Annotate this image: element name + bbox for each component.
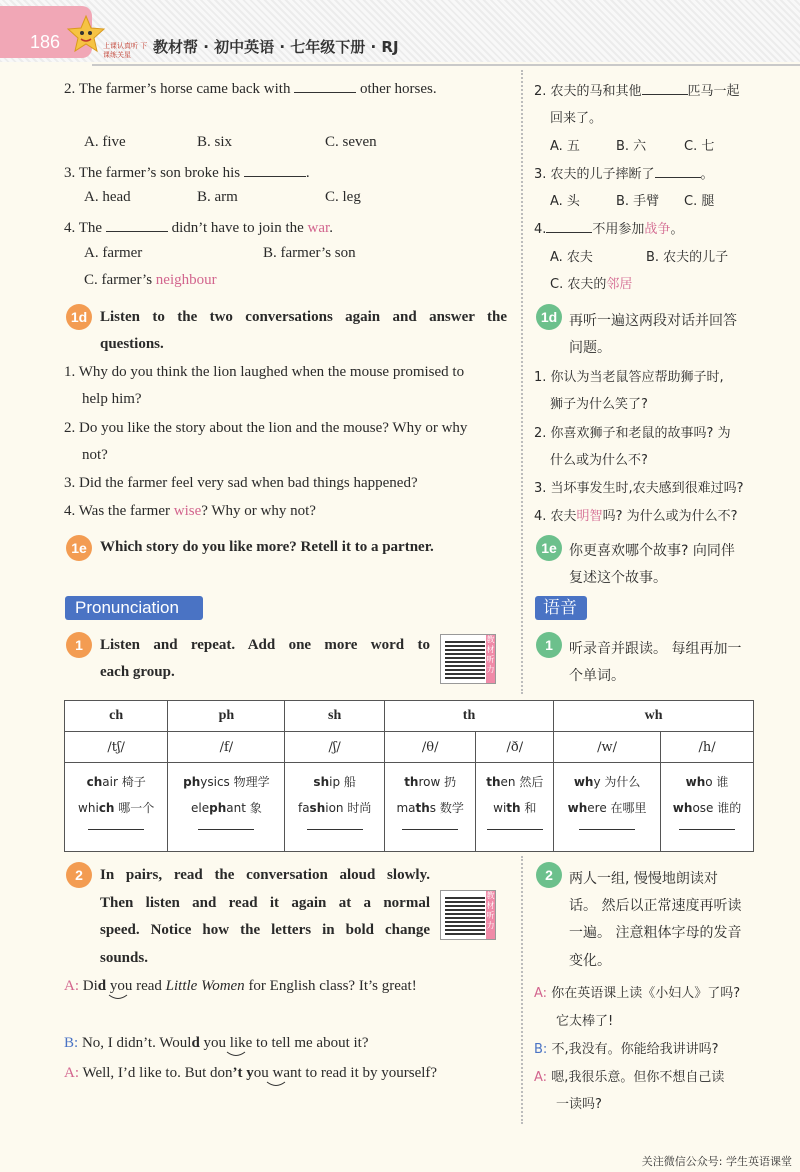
linking-mark-icon [108,994,128,1002]
word-cell [384,763,476,852]
pronunciation-heading: Pronunciation [65,596,203,620]
qr-code-icon [445,639,485,679]
zh-section-2-line3: 一遍。 注意粗体字母的发音 [569,925,742,941]
example-word: then 然后 [486,775,544,789]
ipa-cell: /ð/ [476,732,554,763]
answer-blank[interactable] [579,827,635,830]
dialog-line-a1: A: Did you read Little Women for English class? It’s great! [64,978,417,994]
zh-pronunciation-heading: 语音 [535,596,587,620]
question-3: 3. The farmer’s son broke his . [64,162,310,182]
zh-section-2-line2: 话。 然后以正常速度再听读 [569,898,742,914]
column-divider [521,856,523,1124]
answer-blank[interactable] [88,827,144,830]
ipa-cell: /h/ [661,732,754,763]
word-cell [168,763,285,852]
question-4: 4. The didn’t have to join the war. [64,217,333,237]
answer-blank[interactable] [402,827,458,830]
phonics-table [64,700,754,852]
example-word: why 为什么 [573,775,641,789]
word-cell [65,763,168,852]
s1d-item-3: 3. Did the farmer feel very sad when bad things happened? [64,475,418,491]
zh-s1d-item-4: 4. 农夫明智吗? 为什么或为什么不? [534,509,738,524]
zh-s1d-item-1: 1. 你认为当老鼠答应帮助狮子时, [534,370,724,385]
linking-mark-icon [226,1051,246,1059]
zh-q2-option-b: B. 六 [616,139,647,154]
zh-section-1-line2: 个单词。 [569,668,625,684]
linking-mark-icon [266,1081,286,1089]
table-header: ch [65,701,168,732]
section-1-instruction-line2: each group. [100,664,175,680]
example-word: elephant 象 [191,801,262,815]
badge-1e: 1e [66,535,92,561]
section-2-line2: Then listen and read it again at a normal [100,895,430,911]
example-word: ship 船 [313,775,356,789]
book-title: 教材帮 · 初中英语 · 七年级下册 · RJ [153,38,399,56]
zh-section-1-line1: 听录音并跟读。 每组再加一 [569,641,742,657]
zh-question-2: 2. 农夫的马和其他 匹马一起 [534,80,740,99]
footer-note: 关注微信公众号: 学生英语课堂 [641,1155,792,1168]
example-word: fashion 时尚 [297,801,372,815]
word-cell [285,763,385,852]
section-1-instruction-line1: Listen and repeat. Add one more word to [100,637,430,653]
s1d-item-2-cont: not? [82,447,108,463]
table-header-row [65,701,754,732]
example-word: chair 椅子 [86,775,146,789]
word-cell [661,763,754,852]
table-header: wh [554,701,754,732]
answer-blank[interactable] [198,827,254,830]
zh-q2-cont: 回来了。 [550,111,603,126]
s1d-item-1-cont: help him? [82,391,142,407]
answer-blank[interactable] [487,827,543,830]
example-word: who 谁 [685,775,729,789]
zh-section-1d-line2: 问题。 [569,340,611,356]
zh-dialog-b1: B: 不,我没有。你能给我讲讲吗? [534,1042,719,1057]
ipa-cell: /tʃ/ [65,732,168,763]
s1d-item-2: 2. Do you like the story about the lion and the mouse? Why or why [64,420,468,436]
zh-q4-option-b: B. 农夫的儿子 [646,250,729,265]
zh-q3-option-b: B. 手臂 [616,194,660,209]
zh-q3-option-c: C. 腿 [684,194,715,209]
word-cell [476,763,554,852]
qr-code-listening[interactable] [440,890,496,940]
zh-s1d-item-1-cont: 狮子为什么笑了? [550,397,648,412]
zh-s1d-item-2: 2. 你喜欢狮子和老鼠的故事吗? 为 [534,426,731,441]
section-2-line3: speed. Notice how the letters in bold change [100,922,430,938]
badge-1d: 1d [66,304,92,330]
zh-q4-option-a: A. 农夫 [550,250,593,265]
zh-question-3: 3. 农夫的儿子摔断了 。 [534,163,714,182]
example-word: whose 谁的 [672,801,742,815]
page-header [0,0,800,66]
zh-dialog-a1: A: 你在英语课上读《小妇人》了吗? [534,986,741,1001]
q2-option-c: C. seven [325,134,377,150]
zh-section-1e-line2: 复述这个故事。 [569,570,667,586]
zh-s1d-item-2-cont: 什么或为什么不? [550,453,648,468]
zh-question-4: 4. 不用参加战争。 [534,218,683,237]
zh-section-2-line4: 变化。 [569,953,611,969]
zh-badge-1e: 1e [536,535,562,561]
qr-tag: 教材听力 [486,891,495,939]
badge-1: 1 [66,632,92,658]
zh-dialog-a2: A: 嗯,我很乐意。但你不想自己读 [534,1070,725,1085]
s1d-item-1: 1. Why do you think the lion laughed when the mouse promised to [64,364,465,380]
zh-s1d-item-3: 3. 当坏事发生时,农夫感到很难过吗? [534,481,744,496]
ipa-cell: /ʃ/ [285,732,385,763]
header-slogan: 上课认真听 下课练关星 [103,42,148,59]
example-word: physics 物理学 [183,775,270,789]
section-1e-instruction: Which story do you like more? Retell it to a partner. [100,539,434,555]
qr-code-listening[interactable] [440,634,496,684]
dialog-line-a2: A: Well, I’d like to. But don’t you want to read it by yourself? [64,1065,438,1081]
qr-code-icon [445,895,485,935]
example-word: throw 扔 [404,775,457,789]
zh-section-2-line1: 两人一组, 慢慢地朗读对 [569,871,718,887]
q4-option-a: A. farmer [84,245,143,261]
zh-badge-1d: 1d [536,304,562,330]
zh-dialog-a1-cont: 它太棒了! [556,1014,614,1029]
zh-q4-option-c: C. 农夫的邻居 [550,277,633,292]
zh-q2-option-a: A. 五 [550,139,580,154]
table-ipa-row [65,732,754,763]
section-2-line4: sounds. [100,950,148,966]
table-header: th [384,701,553,732]
section-2-line1: In pairs, read the conversation aloud slowly. [100,867,430,883]
q2-option-b: B. six [197,134,233,150]
answer-blank [294,78,356,93]
header-rule [92,64,800,66]
zh-section-1d-line1: 再听一遍这两段对话并回答 [569,313,737,329]
answer-blank[interactable] [679,827,735,830]
column-divider [521,70,523,694]
example-word: with 和 [493,801,537,815]
table-header: sh [285,701,385,732]
q3-option-c: C. leg [325,189,361,205]
zh-dialog-a2-cont: 一读吗? [556,1097,602,1112]
ipa-cell: /w/ [554,732,661,763]
question-2: 2. The farmer’s horse came back with other horses. [64,78,437,98]
table-header: ph [168,701,285,732]
zh-q2-option-c: C. 七 [684,139,715,154]
example-word: maths 数学 [396,801,464,815]
answer-blank[interactable] [307,827,363,830]
section-1d-instruction-line2: questions. [100,336,164,352]
qr-tag: 教材听力 [486,635,495,683]
answer-blank [106,217,168,232]
q3-option-a: A. head [84,189,131,205]
ipa-cell: /f/ [168,732,285,763]
example-word: which 哪一个 [78,801,155,815]
page-number: 186 [30,32,61,52]
zh-badge-2: 2 [536,862,562,888]
example-word: where 在哪里 [567,801,647,815]
zh-badge-1: 1 [536,632,562,658]
s1d-item-4: 4. Was the farmer wise? Why or why not? [64,503,316,519]
ipa-cell: /θ/ [384,732,476,763]
zh-section-1e-line1: 你更喜欢哪个故事? 向同伴 [569,543,735,559]
q3-option-b: B. arm [197,189,238,205]
q2-option-a: A. five [84,134,126,150]
table-words-row [65,763,754,852]
star-mascot-icon [66,14,106,54]
dialog-line-b1: B: No, I didn’t. Would you like to tell me about it? [64,1035,369,1051]
word-cell [554,763,661,852]
badge-2: 2 [66,862,92,888]
answer-blank [244,162,306,177]
section-1d-instruction-line1: Listen to the two conversations again and answer the [100,309,507,325]
q4-option-c: C. farmer’s neighbour [84,272,217,288]
zh-q3-option-a: A. 头 [550,194,580,209]
q4-option-b: B. farmer’s son [263,245,356,261]
